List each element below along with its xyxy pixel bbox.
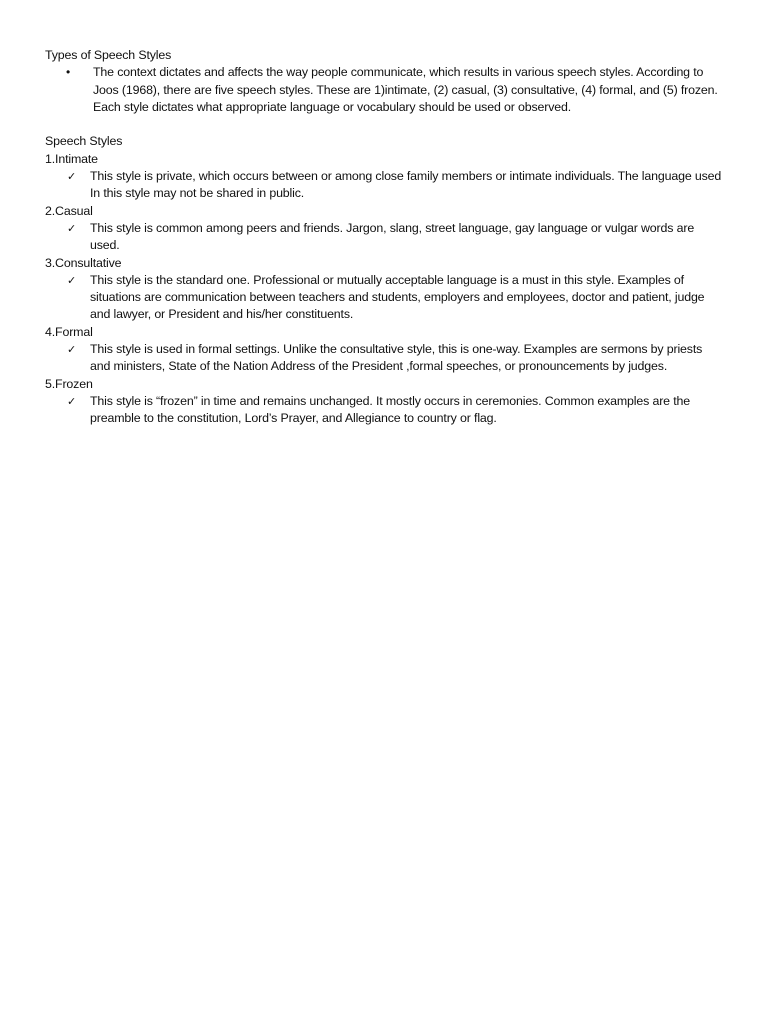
style-label-consultative: 3.Consultative bbox=[45, 255, 122, 270]
document-title: Types of Speech Styles bbox=[45, 48, 172, 62]
style-description-consultative bbox=[45, 272, 725, 324]
style-description-intimate bbox=[45, 168, 725, 203]
intro-bullet-item bbox=[45, 64, 725, 116]
checkmark-icon: ✓ bbox=[67, 170, 77, 184]
paragraph-spacer bbox=[45, 116, 725, 133]
style-description-text: This style is “frozen” in time and remains unchanged. It mostly occurs in ceremonies. Common examples are the preamble to the constitution, Lord’s Prayer, and Allegiance to country or flag. bbox=[90, 393, 690, 426]
checkmark-icon: ✓ bbox=[67, 221, 77, 235]
style-label-intimate: 1.Intimate bbox=[45, 151, 98, 166]
style-description-text: This style is used in formal settings. Unlike the consultative style, this is one-way. Examples are sermons by priests and ministers, State of the Nation Address of the President ,formal speeches, or pronouncements by judges. bbox=[90, 342, 703, 374]
checkmark-icon: ✓ bbox=[67, 343, 77, 357]
style-description-text: This style is private, which occurs between or among close family members or intimate individuals. The language used In this style may not be shared in public. bbox=[90, 169, 722, 201]
style-description-text: This style is common among peers and friends. Jargon, slang, street language, gay language or vulgar words are used. bbox=[90, 220, 695, 253]
checkmark-icon: ✓ bbox=[67, 394, 77, 408]
style-description-frozen bbox=[45, 393, 725, 428]
style-label-casual: 2.Casual bbox=[45, 203, 93, 218]
checkmark-icon: ✓ bbox=[67, 273, 77, 287]
section-heading: Speech Styles bbox=[45, 134, 123, 149]
style-description-text: This style is the standard one. Professional or mutually acceptable language is a must in this style. Examples of situations are communication between teachers and students, employers and employees, doctor and patient, judge and lawyer, or President and his/her constituents. bbox=[90, 272, 705, 322]
document-content bbox=[45, 47, 725, 428]
style-label-frozen: 5.Frozen bbox=[45, 376, 93, 391]
intro-text: The context dictates and affects the way people communicate, which results in various speech styles. According to Joos (1968), there are five speech styles. These are 1)intimate, (2) casual, (3) consultative, (4) formal, and (5) frozen. Each style dictates what appropriate language or vocabulary should be used or observed. bbox=[93, 65, 718, 114]
style-description-formal bbox=[45, 341, 725, 376]
bullet-icon: • bbox=[66, 65, 71, 80]
style-description-casual bbox=[45, 220, 725, 255]
style-label-formal: 4.Formal bbox=[45, 324, 93, 339]
